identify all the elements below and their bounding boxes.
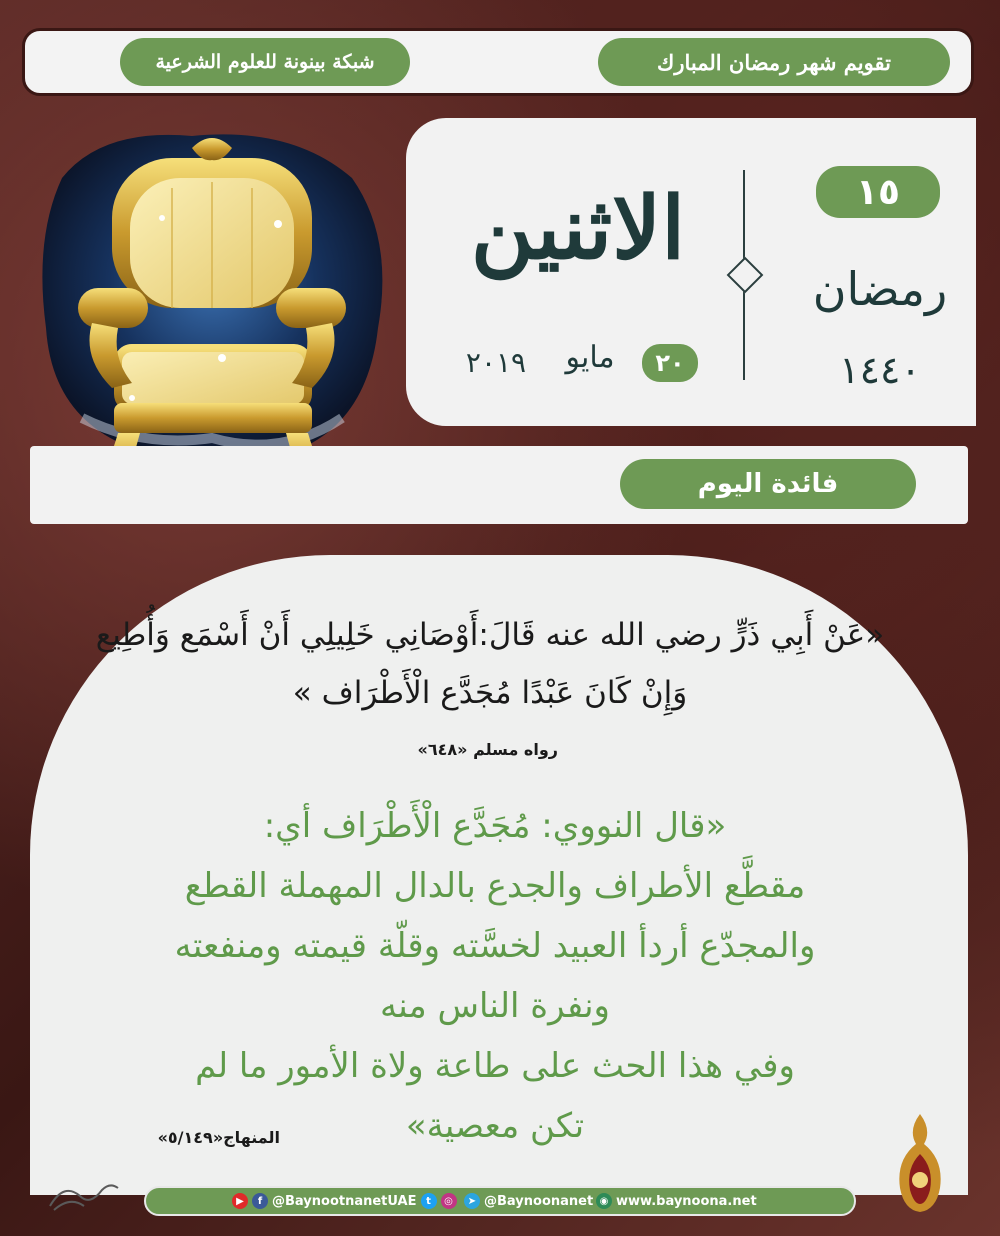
commentary-source: المنهاج«٥/١٤٩» xyxy=(157,1128,280,1147)
gregorian-year: ٢٠١٩ xyxy=(465,346,527,379)
commentary-line: وفي هذا الحث على طاعة ولاة الأمور ما لم xyxy=(195,1046,795,1086)
commentary-line: مقطَّع الأطراف والجدع بالدال المهملة القطع xyxy=(184,866,806,906)
benefit-label-pill: فائدة اليوم xyxy=(620,459,916,509)
hijri-month: رمضان xyxy=(812,262,948,316)
youtube-icon: ▶ xyxy=(232,1193,248,1209)
social-handle-secondary[interactable] xyxy=(464,1190,593,1212)
commentary-block xyxy=(40,796,950,1156)
website-text: www.baynoona.net xyxy=(616,1193,757,1209)
facebook-icon: f xyxy=(252,1193,268,1209)
hijri-day-badge: ١٥ xyxy=(816,166,940,218)
commentary-line: تكن معصية» xyxy=(405,1106,585,1146)
social-handle-primary[interactable] xyxy=(232,1190,457,1212)
weekday-title: الاثنين xyxy=(470,178,686,279)
hijri-year: ١٤٤٠ xyxy=(839,348,921,392)
ornament-swirl-icon xyxy=(44,1176,124,1216)
handle-text: @Baynoonanet xyxy=(484,1193,594,1209)
commentary-line: والمجدّع أردأ العبيد لخسَّته وقلّة قيمته ومنفعته xyxy=(174,926,816,966)
website-link[interactable] xyxy=(596,1190,757,1212)
commentary-line: ونفرة الناس منه xyxy=(380,986,610,1026)
globe-icon: ◉ xyxy=(596,1193,612,1209)
telegram-icon: ➤ xyxy=(464,1193,480,1209)
handle-text: @BaynootnanetUAE xyxy=(272,1193,417,1209)
gregorian-month: مايو xyxy=(565,340,615,375)
network-title-pill: شبكة بينونة للعلوم الشرعية xyxy=(120,38,410,86)
calendar-title-pill: تقويم شهر رمضان المبارك xyxy=(598,38,950,86)
commentary-head: «قال النووي: مُجَدَّع الْأَطْرَاف أي: xyxy=(263,806,727,846)
instagram-icon: ◎ xyxy=(441,1193,457,1209)
twitter-icon: t xyxy=(421,1193,437,1209)
gregorian-day-badge: ٢٠ xyxy=(642,344,698,382)
hadith-text: «عَنْ أَبِي ذَرٍّ رضي الله عنه قَالَ:أَوْصَانِي خَلِيلِي أَنْ أَسْمَع وَأُطِيع وَإِنْ كَانَ عَبْدًا مُجَدَّع الْأَطْرَاف » xyxy=(95,617,885,711)
brand-logo-icon xyxy=(892,1110,948,1216)
hadith-source: رواه مسلم «٦٤٨» xyxy=(417,740,558,759)
